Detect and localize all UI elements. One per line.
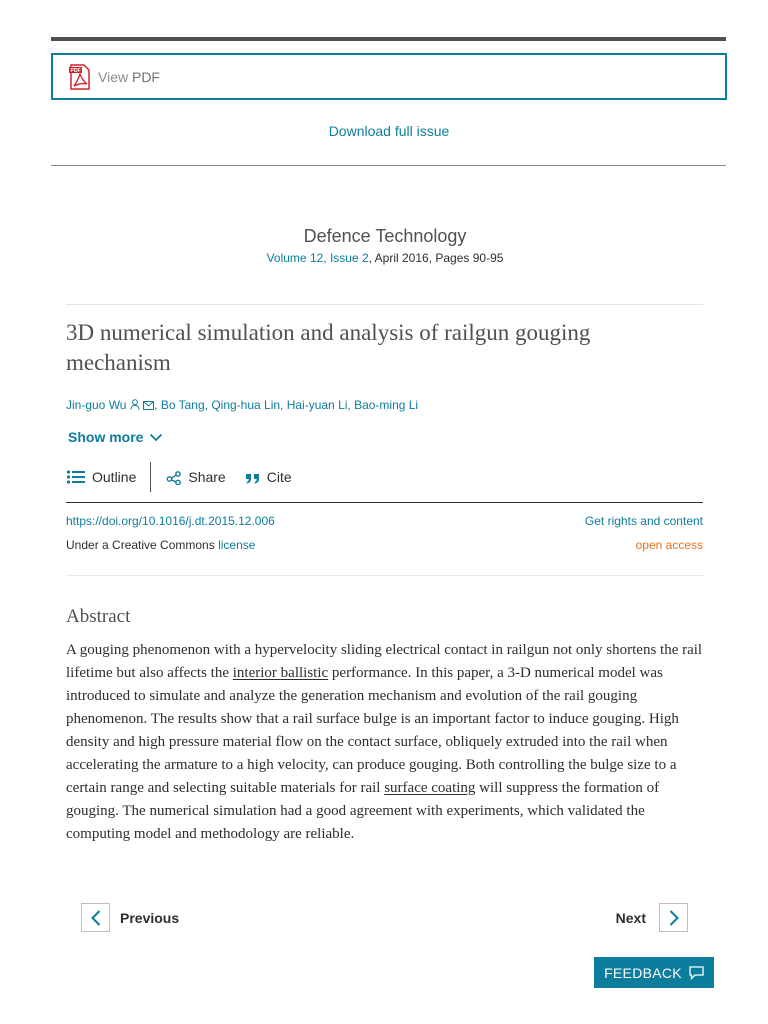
meta-divider — [66, 575, 703, 576]
view-pdf-prefix: View — [98, 68, 132, 85]
cite-button[interactable] — [245, 469, 292, 485]
abstract-heading: Abstract — [66, 606, 131, 627]
download-full-issue-link[interactable]: Download full issue — [328, 123, 450, 139]
pdf-file-icon — [68, 64, 92, 90]
next-label: Next — [615, 909, 646, 926]
abstract-text — [66, 639, 706, 846]
author-links-others[interactable]: , Bo Tang, Qing-hua Lin, Hai-yuan Li, Bao-ming Li — [154, 398, 419, 412]
person-icon — [130, 399, 140, 410]
rights-link[interactable]: Get rights and content — [584, 514, 703, 528]
author-link-first[interactable]: Jin-guo Wu — [66, 398, 127, 412]
chevron-right-icon — [669, 910, 679, 926]
view-pdf-label: PDF — [131, 68, 160, 85]
article-toolbar — [66, 462, 292, 492]
share-label: Share — [188, 469, 226, 485]
toolbar-divider — [66, 502, 703, 503]
volume-info — [0, 251, 768, 265]
outline-label: Outline — [92, 469, 137, 485]
view-pdf-button[interactable] — [51, 53, 727, 100]
outline-button[interactable] — [66, 469, 136, 485]
date-pages: , April 2016, Pages 90-95 — [368, 251, 504, 265]
article-title: 3D numerical simulation and analysis of railgun gouging mechanism — [66, 320, 591, 375]
share-icon — [166, 469, 182, 485]
feedback-button[interactable] — [594, 957, 714, 988]
license-text — [66, 538, 255, 552]
chevron-down-icon — [149, 433, 163, 442]
feedback-label: FEEDBACK — [604, 964, 682, 981]
header-divider — [66, 304, 703, 305]
show-more-label: Show more — [68, 429, 144, 445]
show-more-button[interactable] — [68, 429, 163, 445]
volume-issue-link[interactable]: Volume 12, Issue 2 — [266, 251, 369, 265]
open-access-badge: open access — [635, 538, 703, 552]
toolbar-separator — [150, 462, 151, 492]
chevron-left-icon — [91, 910, 101, 926]
abstract-text-part: will suppress the formation of gouging. The numerical simulation had a good agreement with experiments, which validated the computing model and methodology are reliable. — [66, 780, 660, 842]
abstract-text-part: A gouging phenomenon with a hypervelocity sliding electrical contact in railgun not only shortens the rail lifetime but also affects the — [66, 642, 703, 681]
email-icon[interactable] — [143, 401, 154, 410]
doi-link[interactable]: https://doi.org/10.1016/j.dt.2015.12.006 — [66, 514, 275, 528]
share-button[interactable] — [166, 469, 225, 485]
quote-icon — [245, 470, 261, 484]
list-icon — [66, 469, 86, 485]
previous-label: Previous — [120, 909, 180, 926]
journal-title-link[interactable]: Defence Technology — [303, 226, 467, 246]
license-prefix: Under a Creative Commons — [66, 538, 219, 552]
top-divider-bar — [51, 37, 726, 41]
license-link[interactable]: license — [218, 538, 256, 552]
section-divider — [51, 165, 726, 166]
abstract-text-part: performance. In this paper, a 3-D numerical model was introduced to simulate and analyze the generation mechanism and evolution of the rail gouging phenomenon. The results show that a rail surface bulge is an important factor to induce gouging. High density and high pressure material flow on the contact surface, obliquely extruded into the rail when accelerating the armature to a high velocity, can produce gouging. Both controlling the bulge size to a certain range and selecting suitable materials for rail — [66, 665, 679, 796]
surface-coating-link[interactable]: surface coating — [384, 780, 476, 796]
cite-label: Cite — [266, 469, 292, 485]
speech-bubble-icon — [689, 966, 704, 980]
next-article-button[interactable] — [616, 903, 688, 932]
interior-ballistic-link[interactable]: interior ballistic — [232, 665, 329, 681]
svg-text:PDF: PDF — [70, 67, 81, 74]
previous-article-button[interactable] — [81, 903, 179, 932]
author-list — [66, 398, 418, 412]
